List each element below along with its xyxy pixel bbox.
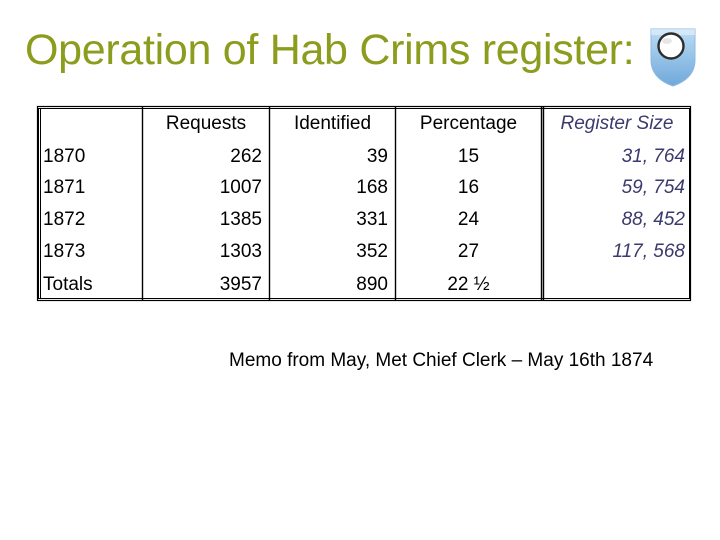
row-identified: 352: [356, 241, 388, 262]
row-register-size: 59, 754: [621, 177, 685, 198]
row-identified: 168: [356, 177, 388, 198]
row-year: 1871: [43, 177, 86, 198]
header-register-size: Register Size: [560, 113, 674, 134]
header-identified: Identified: [293, 113, 372, 134]
row-percentage: 27: [457, 241, 480, 262]
row-register-size: 117, 568: [612, 241, 685, 262]
row-register-size: 31, 764: [621, 146, 685, 167]
row-identified: 39: [366, 146, 388, 167]
row-percentage: 15: [457, 146, 480, 167]
row-year: 1872: [43, 209, 86, 230]
row-percentage: 22 ½: [447, 274, 490, 295]
memo-caption: Memo from May, Met Chief Clerk – May 16th 1874: [229, 350, 654, 371]
row-requests: 262: [230, 146, 262, 167]
header-requests: Requests: [165, 113, 247, 134]
row-identified: 890: [356, 274, 388, 295]
row-year: 1870: [43, 146, 86, 167]
row-register-size: 88, 452: [621, 209, 685, 230]
row-requests: 1303: [219, 241, 262, 262]
row-requests: 1007: [219, 177, 262, 198]
row-percentage: 16: [457, 177, 480, 198]
row-percentage: 24: [457, 209, 480, 230]
row-year: 1873: [43, 241, 86, 262]
slide-title: Operation of Hab Crims register:: [25, 26, 635, 74]
row-identified: 331: [356, 209, 388, 230]
row-year: Totals: [43, 274, 93, 295]
row-requests: 1385: [219, 209, 262, 230]
row-requests: 3957: [219, 274, 262, 295]
header-percentage: Percentage: [419, 113, 518, 134]
